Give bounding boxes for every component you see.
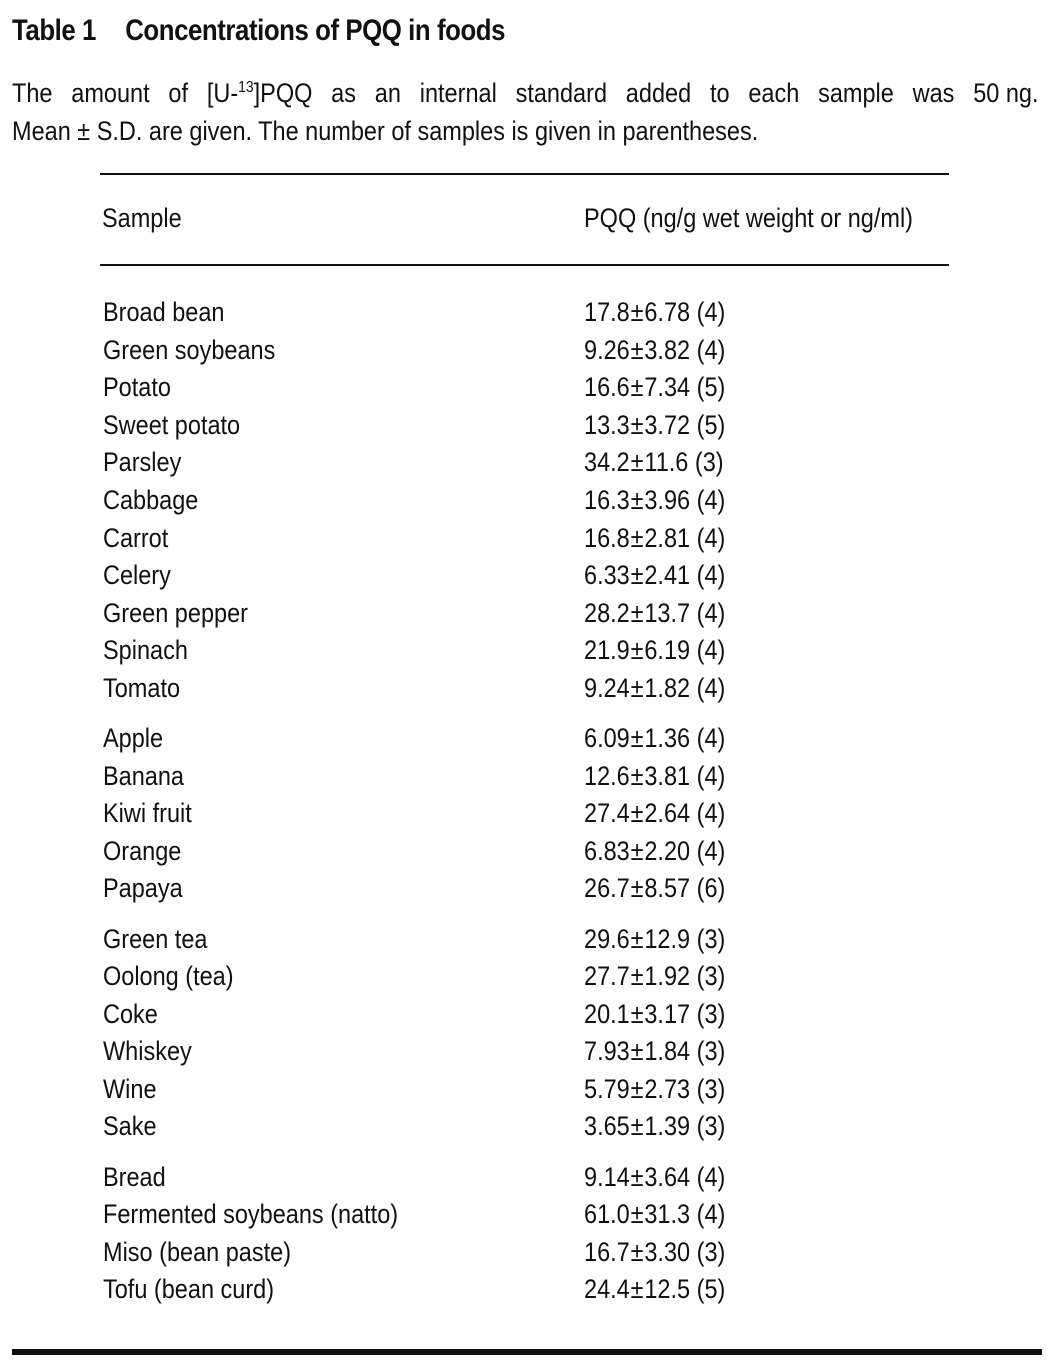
sample-name: Green soybeans	[103, 334, 276, 365]
sample-count: (4)	[696, 835, 726, 866]
sample-name: Celery	[103, 560, 171, 591]
pqq-value	[584, 520, 725, 558]
pqq-sd: 1.92	[644, 961, 691, 992]
sample-name: Potato	[103, 372, 171, 403]
plus-minus-symbol: ±	[630, 998, 644, 1029]
pqq-value	[584, 833, 725, 871]
sample-count: (4)	[696, 672, 726, 703]
pqq-mean: 6.33	[584, 560, 630, 591]
sample-name: Broad bean	[103, 297, 225, 327]
pqq-mean: 28.2	[584, 597, 630, 628]
caption-superscript: 13	[238, 79, 254, 96]
pqq-sd: 12.5	[644, 1274, 691, 1305]
sample-count: (5)	[696, 1274, 726, 1305]
pqq-mean: 21.9	[584, 635, 630, 666]
pqq-sd: 7.34	[644, 372, 691, 403]
pqq-mean: 3.65	[584, 1111, 630, 1142]
pqq-value	[584, 444, 724, 482]
table-top-rule	[100, 173, 949, 175]
caption-word: sample	[818, 78, 894, 108]
caption-word: of	[168, 78, 189, 108]
pqq-value	[584, 482, 725, 520]
sample-count: (4)	[696, 1161, 726, 1192]
table-row	[0, 795, 1054, 833]
pqq-value	[584, 870, 725, 908]
pqq-value	[584, 1271, 725, 1309]
plus-minus-symbol: ±	[630, 334, 644, 365]
caption-word: internal	[419, 78, 497, 108]
pqq-sd: 2.81	[644, 522, 691, 553]
plus-minus-symbol: ±	[630, 522, 644, 553]
sample-count: (4)	[696, 635, 726, 666]
pqq-sd: 8.57	[644, 873, 691, 904]
sample-name: Banana	[103, 760, 184, 791]
plus-minus-symbol: ±	[630, 1274, 644, 1305]
pqq-value	[584, 595, 725, 633]
sample-name: Miso (bean paste)	[103, 1236, 292, 1267]
pqq-sd: 11.6	[644, 447, 689, 478]
sample-name: Whiskey	[103, 1036, 192, 1067]
plus-minus-symbol: ±	[630, 484, 644, 515]
pqq-value	[584, 557, 725, 595]
pqq-value	[584, 795, 725, 833]
table-row	[0, 482, 1054, 520]
table-row	[0, 369, 1054, 407]
sample-count: (3)	[694, 447, 724, 478]
pqq-mean: 16.6	[584, 372, 630, 403]
pqq-mean: 12.6	[584, 760, 630, 791]
sample-count: (4)	[696, 597, 726, 628]
table-row	[0, 1271, 1054, 1309]
sample-count: (3)	[696, 1236, 726, 1267]
pqq-mean: 9.24	[584, 672, 630, 703]
pqq-sd: 3.96	[644, 484, 691, 515]
sample-name: Wine	[103, 1073, 157, 1104]
table-row-group	[0, 921, 1054, 1147]
pqq-value	[584, 1196, 725, 1234]
column-header-pqq: PQQ (ng/g wet weight or ng/ml)	[584, 203, 913, 233]
pqq-value	[584, 1071, 725, 1109]
table-row	[0, 294, 1054, 332]
pqq-sd: 13.7	[644, 597, 691, 628]
pqq-sd: 1.84	[644, 1036, 691, 1067]
column-header-sample: Sample	[102, 203, 182, 233]
pqq-value	[584, 1234, 725, 1272]
pqq-mean: 13.3	[584, 409, 630, 440]
table-row	[0, 632, 1054, 670]
pqq-mean: 27.4	[584, 798, 630, 829]
pqq-mean: 6.09	[584, 723, 630, 754]
sample-name: Parsley	[103, 447, 182, 478]
table-header-rule	[100, 264, 949, 266]
pqq-mean: 9.14	[584, 1161, 630, 1192]
sample-count: (6)	[696, 873, 726, 904]
sample-name: Kiwi fruit	[103, 798, 192, 829]
sample-name: Papaya	[103, 873, 183, 904]
pqq-mean: 27.7	[584, 961, 630, 992]
table-bottom-rule	[12, 1349, 1042, 1355]
table-row	[0, 833, 1054, 871]
caption-line-2: Mean ± S.D. are given. The number of samples is given in parentheses.	[12, 116, 759, 146]
pqq-sd: 12.9	[644, 923, 691, 954]
pqq-mean: 16.7	[584, 1236, 630, 1267]
sample-count: (3)	[696, 1073, 726, 1104]
sample-name: Tomato	[103, 672, 181, 703]
table-row	[0, 1108, 1054, 1146]
pqq-mean: 29.6	[584, 923, 630, 954]
table-caption	[12, 74, 1039, 150]
table-row	[0, 332, 1054, 370]
sample-count: (3)	[696, 1111, 726, 1142]
sample-count: (4)	[696, 297, 726, 327]
sample-name: Green pepper	[103, 597, 248, 628]
pqq-mean: 61.0	[584, 1199, 630, 1230]
pqq-value	[584, 369, 725, 407]
table-row	[0, 407, 1054, 445]
table-row	[0, 958, 1054, 996]
table-row	[0, 1159, 1054, 1197]
pqq-sd: 2.64	[644, 798, 691, 829]
pqq-value	[584, 996, 725, 1034]
pqq-value	[584, 332, 725, 370]
plus-minus-symbol: ±	[630, 1073, 644, 1104]
caption-word: 50 ng.	[973, 78, 1039, 108]
plus-minus-symbol: ±	[630, 835, 644, 866]
pqq-mean: 20.1	[584, 998, 630, 1029]
sample-count: (3)	[696, 923, 726, 954]
table-row	[0, 921, 1054, 959]
sample-count: (5)	[696, 372, 726, 403]
sample-count: (4)	[696, 334, 726, 365]
pqq-sd: 1.82	[644, 672, 691, 703]
pqq-value	[584, 720, 725, 758]
sample-name: Tofu (bean curd)	[103, 1274, 275, 1305]
plus-minus-symbol: ±	[630, 723, 644, 754]
caption-word: as	[331, 78, 357, 108]
table-row	[0, 557, 1054, 595]
plus-minus-symbol: ±	[630, 1236, 644, 1267]
sample-count: (4)	[696, 760, 726, 791]
pqq-mean: 16.8	[584, 522, 630, 553]
plus-minus-symbol: ±	[630, 597, 644, 628]
table-row	[0, 1196, 1054, 1234]
table-row	[0, 520, 1054, 558]
pqq-value	[584, 632, 725, 670]
caption-word: The	[12, 78, 53, 108]
pqq-mean: 16.3	[584, 484, 630, 515]
pqq-value	[584, 1033, 725, 1071]
caption-word: each	[748, 78, 800, 108]
sample-name: Spinach	[103, 635, 188, 666]
pqq-sd: 3.17	[644, 998, 691, 1029]
sample-name: Coke	[103, 998, 158, 1029]
sample-count: (3)	[696, 1036, 726, 1067]
sample-name: Apple	[103, 723, 164, 754]
sample-count: (4)	[696, 798, 726, 829]
plus-minus-symbol: ±	[630, 923, 644, 954]
plus-minus-symbol: ±	[630, 372, 644, 403]
pqq-value	[584, 921, 725, 959]
caption-isotope	[207, 74, 313, 112]
plus-minus-symbol: ±	[630, 447, 644, 478]
plus-minus-symbol: ±	[630, 409, 644, 440]
pqq-mean: 34.2	[584, 447, 630, 478]
sample-count: (3)	[696, 961, 726, 992]
plus-minus-symbol: ±	[630, 1199, 644, 1230]
pqq-sd: 2.73	[644, 1073, 691, 1104]
pqq-sd: 3.64	[644, 1161, 691, 1192]
pqq-sd: 3.82	[644, 334, 691, 365]
pqq-sd: 1.36	[644, 723, 691, 754]
pqq-mean: 5.79	[584, 1073, 630, 1104]
caption-line-1	[12, 74, 1039, 112]
plus-minus-symbol: ±	[630, 798, 644, 829]
pqq-mean: 6.83	[584, 835, 630, 866]
table-row	[0, 1033, 1054, 1071]
plus-minus-symbol: ±	[630, 1036, 644, 1067]
pqq-mean: 17.8	[584, 297, 630, 327]
table-row	[0, 720, 1054, 758]
caption-word: [U-	[206, 78, 239, 108]
pqq-sd: 6.19	[644, 635, 691, 666]
caption-word: amount	[71, 78, 150, 108]
sample-count: (4)	[696, 560, 726, 591]
caption-word: standard	[515, 78, 608, 108]
pqq-value	[584, 294, 725, 332]
sample-name: Green tea	[103, 923, 208, 954]
table-number: Table 1	[12, 14, 96, 47]
caption-word: added	[625, 78, 692, 108]
table-row	[0, 444, 1054, 482]
pqq-sd: 3.72	[644, 409, 691, 440]
sample-name: Orange	[103, 835, 182, 866]
sample-name: Cabbage	[103, 484, 199, 515]
pqq-value	[584, 1108, 725, 1146]
table-row-group	[0, 720, 1054, 908]
pqq-mean: 26.7	[584, 873, 630, 904]
sample-name: Fermented soybeans (natto)	[103, 1199, 399, 1230]
table-row	[0, 1071, 1054, 1109]
table-row	[0, 870, 1054, 908]
table-row-group	[0, 1159, 1054, 1309]
pqq-sd: 2.41	[644, 560, 691, 591]
caption-word: ]PQQ	[253, 78, 313, 108]
pqq-value	[584, 1159, 725, 1197]
table-title-text: Concentrations of PQQ in foods	[125, 14, 506, 47]
pqq-sd: 6.78	[644, 297, 691, 327]
sample-name: Oolong (tea)	[103, 961, 234, 992]
plus-minus-symbol: ±	[630, 873, 644, 904]
pqq-sd: 3.30	[644, 1236, 691, 1267]
sample-count: (4)	[696, 522, 726, 553]
table-row-group	[0, 294, 1054, 708]
pqq-sd: 2.20	[644, 835, 691, 866]
pqq-value	[584, 758, 725, 796]
pqq-mean: 24.4	[584, 1274, 630, 1305]
table-row	[0, 758, 1054, 796]
plus-minus-symbol: ±	[630, 1111, 644, 1142]
pqq-value	[584, 407, 725, 445]
pqq-sd: 31.3	[644, 1199, 691, 1230]
pqq-mean: 7.93	[584, 1036, 630, 1067]
sample-name: Sake	[103, 1111, 157, 1142]
caption-word: was	[912, 78, 955, 108]
caption-word: an	[374, 78, 401, 108]
plus-minus-symbol: ±	[630, 635, 644, 666]
pqq-value	[584, 670, 725, 708]
table-body	[0, 294, 1054, 1321]
pqq-value	[584, 958, 725, 996]
plus-minus-symbol: ±	[630, 560, 644, 591]
sample-count: (4)	[696, 1199, 726, 1230]
plus-minus-symbol: ±	[630, 961, 644, 992]
plus-minus-symbol: ±	[630, 672, 644, 703]
plus-minus-symbol: ±	[630, 760, 644, 791]
sample-name: Sweet potato	[103, 409, 241, 440]
table-title	[12, 14, 505, 48]
pqq-mean: 9.26	[584, 334, 630, 365]
table-row	[0, 595, 1054, 633]
pqq-sd: 1.39	[644, 1111, 691, 1142]
table-row	[0, 670, 1054, 708]
sample-count: (5)	[696, 409, 726, 440]
sample-count: (4)	[696, 484, 726, 515]
pqq-sd: 3.81	[644, 760, 691, 791]
sample-name: Bread	[103, 1161, 166, 1192]
plus-minus-symbol: ±	[630, 297, 644, 327]
sample-count: (4)	[696, 723, 726, 754]
plus-minus-symbol: ±	[630, 1161, 644, 1192]
sample-count: (3)	[696, 998, 726, 1029]
sample-name: Carrot	[103, 522, 169, 553]
table-row	[0, 1234, 1054, 1272]
caption-word: to	[709, 78, 730, 108]
table-row	[0, 996, 1054, 1034]
